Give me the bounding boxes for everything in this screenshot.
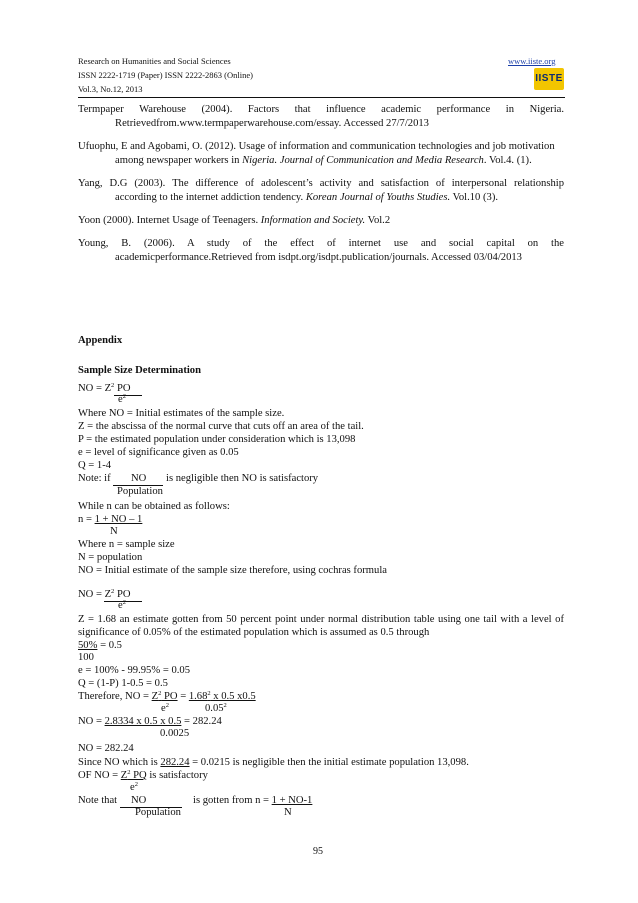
therefore-denominator-2: 0.05$^2$ bbox=[205, 702, 227, 714]
journal-website-link[interactable]: www.iiste.org bbox=[508, 56, 556, 66]
z-estimate-line-2: significance of 0.05% of the estimated population which is assumed as 0.5 through bbox=[78, 627, 430, 638]
reference-1-line-1: Termpaper Warehouse (2004). Factors that influence academic performance in Nigeria. bbox=[78, 104, 564, 115]
iiste-logo: IISTE bbox=[534, 68, 564, 90]
q-calculation: Q = (1-P) 1-0.5 = 0.5 bbox=[78, 678, 168, 689]
n-formula-denominator: N bbox=[110, 526, 118, 537]
reference-5-line-1: Young, B. (2006). A study of the effect of internet use and social capital on the bbox=[78, 238, 564, 249]
journal-issn: ISSN 2222-1719 (Paper) ISSN 2222-2863 (Online) bbox=[78, 70, 253, 80]
e-calculation: e = 100% - 99.95% = 0.05 bbox=[78, 665, 190, 676]
of-no-denominator: $e^2$ bbox=[130, 781, 138, 793]
definition-z: Z = the abscissa of the normal curve that cuts off an area of the tail. bbox=[78, 421, 364, 432]
reference-3-line-2: according to the internet addiction tendency. Korean Journal of Youths Studies. Vol.10 (3). bbox=[115, 192, 498, 203]
note-1-prefix: Note: if bbox=[78, 473, 111, 484]
percent-fraction-denominator: 100 bbox=[78, 652, 94, 663]
reference-5-line-2: academicperformance.Retrieved from isdpt.org/isdpt.publication/journals. Accessed 03/04/2013 bbox=[115, 252, 522, 263]
z-estimate-line-1: Z = 1.68 an estimate gotten from 50 percent point under normal distribution table using one tail with a level of bbox=[78, 614, 564, 625]
note-1-text: is negligible then NO is satisfactory bbox=[166, 473, 319, 484]
therefore-formula: Therefore, NO = $Z^2$ PO = $1.68^2$ x 0.5 x0.5 bbox=[78, 690, 256, 702]
journal-volume: Vol.3, No.12, 2013 bbox=[78, 84, 143, 94]
header-rule bbox=[78, 97, 565, 98]
appendix-heading: Appendix bbox=[78, 335, 123, 346]
reference-3-line-1: Yang, D.G (2003). The difference of adolescent’s activity and satisfaction of interpersonal relationship bbox=[78, 178, 564, 189]
definition-q: Q = 1-4 bbox=[78, 460, 112, 471]
definition-e: e = level of significance given as 0.05 bbox=[78, 447, 239, 458]
sample-size-subheading: Sample Size Determination bbox=[78, 365, 201, 376]
note-that-text: is gotten from n = 1 + NO-1 bbox=[193, 795, 313, 806]
no-calculation-denominator: 0.0025 bbox=[160, 728, 190, 739]
note-that-denominator-population: Population bbox=[135, 807, 181, 818]
definition-no: Where NO = Initial estimates of the sample size. bbox=[78, 408, 285, 419]
since-no-line: Since NO which is 282.24 = 0.0215 is negligible then the initial estimate population 13,098. bbox=[78, 757, 469, 768]
n-population-line: N = population bbox=[78, 552, 143, 563]
percent-fraction: 50% = 0.5 bbox=[78, 640, 122, 651]
journal-title: Research on Humanities and Social Sciences bbox=[78, 56, 231, 66]
note-that-numerator: NO bbox=[131, 795, 147, 806]
reference-1-line-2: Retrievedfrom.www.termpaperwarehouse.com/essay. Accessed 27/7/2013 bbox=[115, 118, 429, 129]
page-number: 95 bbox=[313, 846, 323, 857]
note-1-denominator: Population bbox=[117, 486, 163, 497]
formula-2-denominator: $e^2$ bbox=[118, 599, 126, 611]
formula-1-numerator: NO = $Z^2$ PO bbox=[78, 382, 131, 394]
no-result: NO = 282.24 bbox=[78, 743, 134, 754]
reference-2-line-1: Ufuophu, E and Agobami, O. (2012). Usage of information and communication technologies and job motivation bbox=[78, 141, 555, 152]
no-initial-estimate-line: NO = Initial estimate of the sample size therefore, using cochras formula bbox=[78, 565, 387, 576]
n-formula: n = 1 + NO – 1 bbox=[78, 514, 143, 525]
note-that-prefix: Note that bbox=[78, 795, 118, 806]
definition-p: P = the estimated population under consideration which is 13,098 bbox=[78, 434, 356, 445]
while-n-line: While n can be obtained as follows: bbox=[78, 501, 230, 512]
formula-2-numerator: NO = $Z^2$ PO bbox=[78, 588, 131, 600]
reference-4: Yoon (2000). Internet Usage of Teenagers. Information and Society. Vol.2 bbox=[78, 215, 391, 226]
note-that-denominator-n: N bbox=[284, 807, 292, 818]
formula-1-denominator: $e^2$ bbox=[118, 393, 126, 405]
reference-2-line-2: among newspaper workers in Nigeria. Journal of Communication and Media Research. Vol.4. (1). bbox=[115, 155, 532, 166]
of-no-line: OF NO = $Z^2$ PQ is satisfactory bbox=[78, 769, 208, 781]
note-1-numerator: NO bbox=[131, 473, 147, 484]
no-calculation: NO = 2.8334 x 0.5 x 0.5 = 282.24 bbox=[78, 716, 222, 727]
therefore-denominator-1: $e^2$ bbox=[161, 702, 169, 714]
where-n-line: Where n = sample size bbox=[78, 539, 175, 550]
